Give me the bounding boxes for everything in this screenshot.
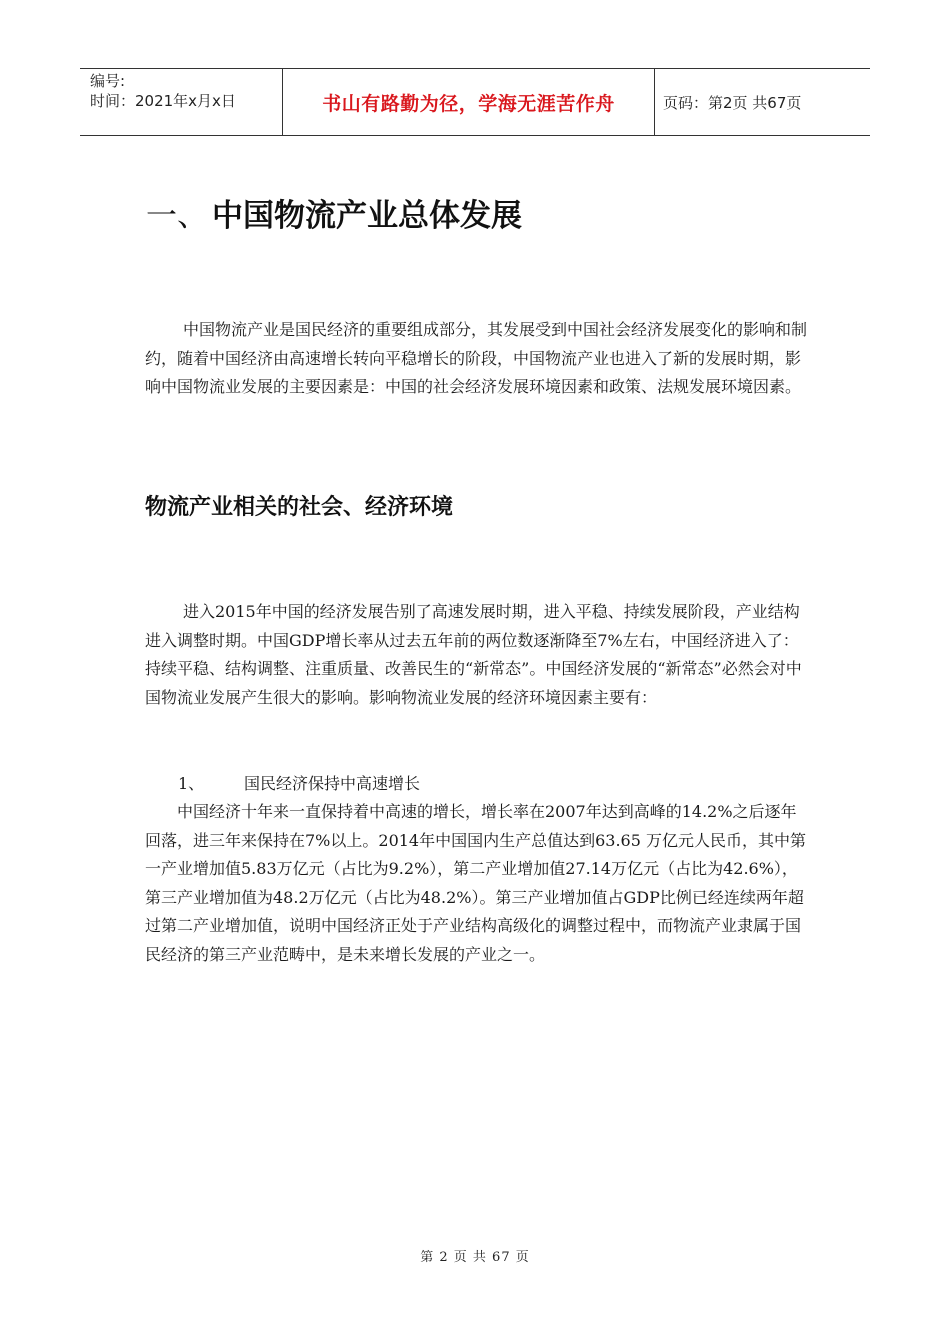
section-number: 一、 <box>146 198 208 234</box>
section-heading <box>146 190 522 235</box>
date-label: 时间：2021年x月x日 <box>90 92 236 110</box>
header-meta <box>80 69 283 135</box>
item-number: 1、 <box>178 774 205 793</box>
item-title: 国民经济保持中高速增长 <box>244 774 421 793</box>
number-label: 编号: <box>90 72 126 90</box>
subsection-title: 物流产业相关的社会、经济环境 <box>145 495 454 520</box>
economy-paragraph: 进入2015年中国的经济发展告别了高速发展时期，进入平稳、持续发展阶段，产业结构进入调整时期。中国GDP增长率从过去五年前的两位数逐渐降至7%左右，中国经济进入了：持续平稳、结构调整、注重质量、改善民生的“新常态”。中国经济发展的“新常态”必然会对中国物流业发展产生很大的影响。影响物流业发展的经济环境因素主要有： <box>145 602 802 707</box>
header-motto: 书山有路勤为径，学海无涯苦作舟 <box>283 69 655 135</box>
document-header <box>80 68 870 136</box>
item-heading <box>178 770 420 798</box>
header-page-info: 页码：第2页 共67页 <box>663 93 802 112</box>
intro-paragraph: 中国物流产业是国民经济的重要组成部分，其发展受到中国社会经济发展变化的影响和制约，随着中国经济由高速增长转向平稳增长的阶段，中国物流产业也进入了新的发展时期，影响中国物流业发展的主要因素是：中国的社会经济发展环境因素和政策、法规发展环境因素。 <box>145 320 808 396</box>
page-footer: 第 2 页 共 67 页 <box>420 1250 530 1265</box>
growth-paragraph: 中国经济十年来一直保持着中高速的增长，增长率在2007年达到高峰的14.2%之后逐年回落，进三年来保持在7%以上。2014年中国国内生产总值达到63.65 万亿元人民币，其中第一产业增加值5.83万亿元（占比为9.2%），第二产业增加值27.14万亿元（占比为42.6%），第三产业增加值为48.2万亿元（占比为48.2%）。第三产业增加值占GDP比例已经连续两年超过第二产业增加值，说明中国经济正处于产业结构高级化的调整过程中，而物流产业隶属于国民经济的第三产业范畴中，是未来增长发展的产业之一。 <box>145 802 806 964</box>
section-title: 中国物流产业总体发展 <box>212 198 522 234</box>
